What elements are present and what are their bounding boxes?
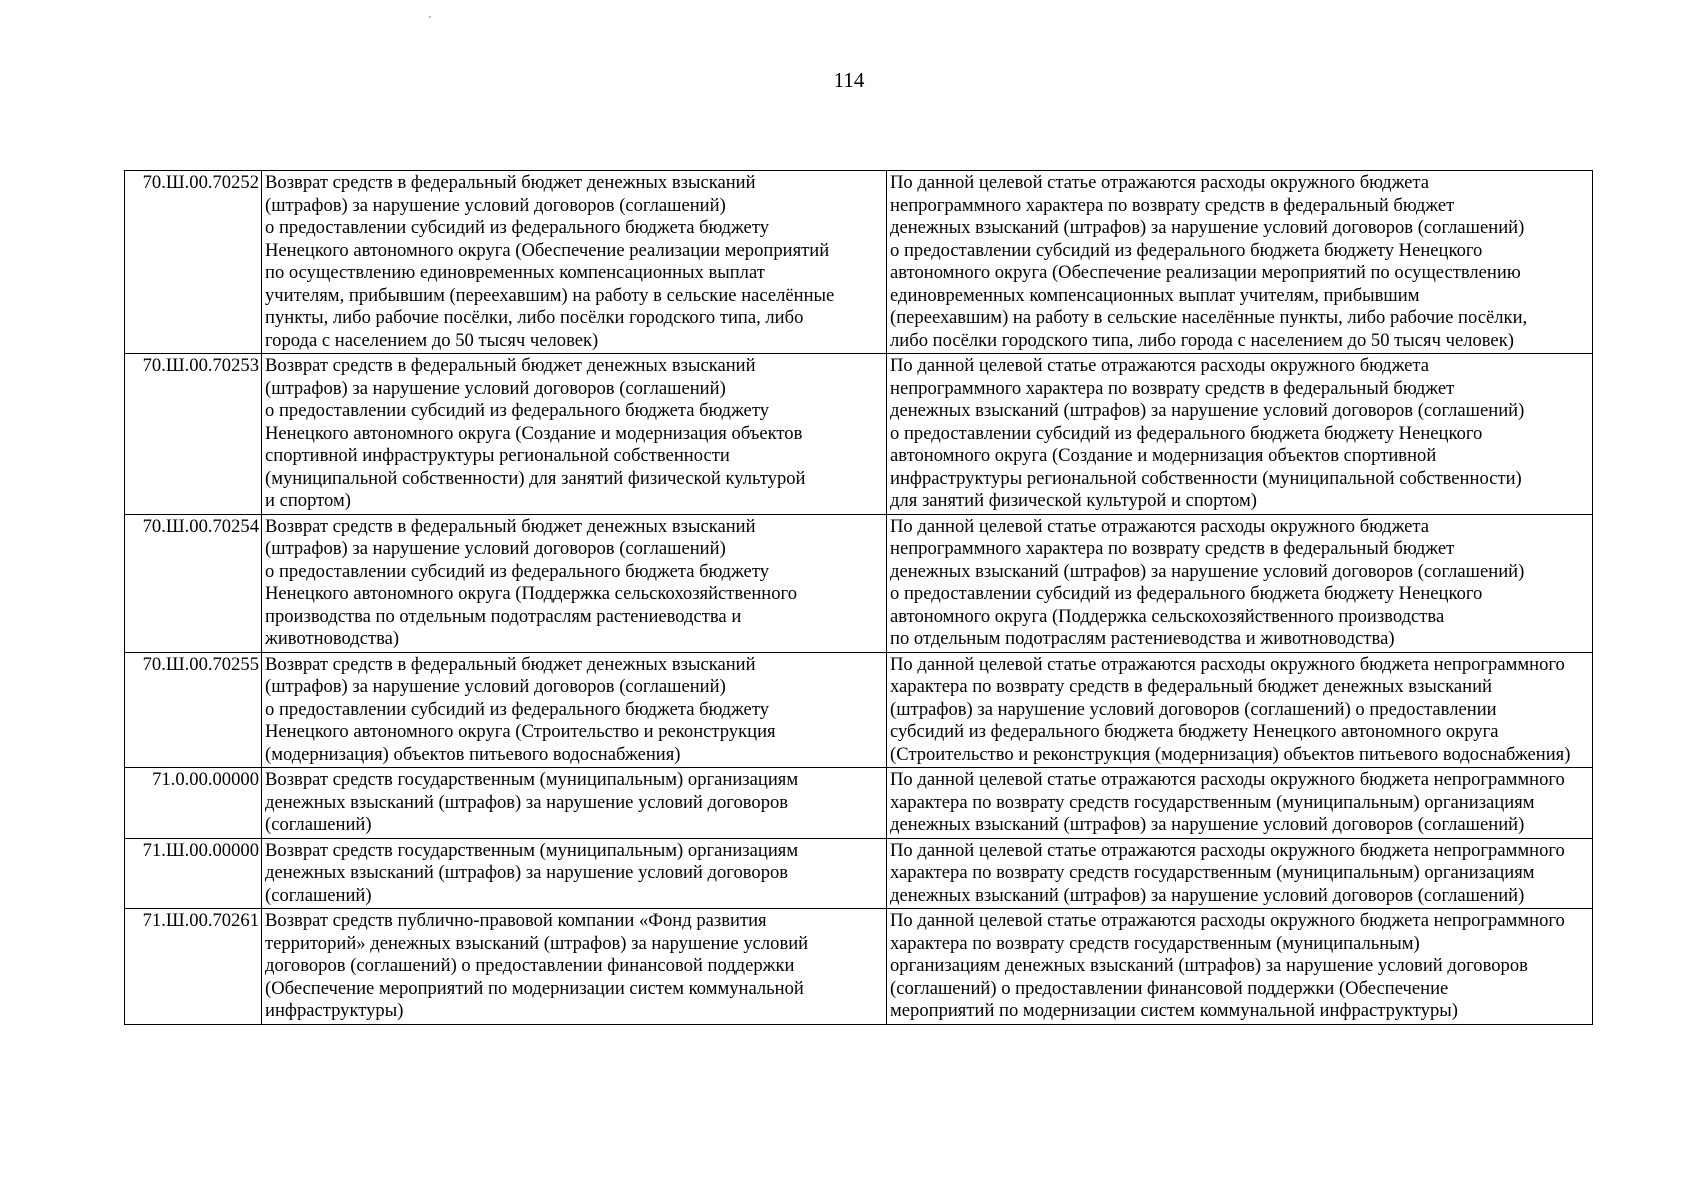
article-description-line: денежных взысканий (штрафов) за нарушение условий договоров (соглашений) [890,884,1525,906]
table-row [125,838,1593,909]
article-name [262,171,887,354]
article-description [887,514,1593,652]
article-description-line: о предоставлении субсидий из федерального бюджета бюджету Ненецкого [890,239,1483,261]
article-description [887,171,1593,354]
article-description-line: (штрафов) за нарушение условий договоров (соглашений) о предоставлении [890,698,1497,720]
article-name-line: (Обеспечение мероприятий по модернизации систем коммунальной [265,977,804,999]
article-name-line: и спортом) [265,490,351,511]
article-description-line: о предоставлении субсидий из федерального бюджета бюджету Ненецкого [890,583,1483,604]
article-name-line: (муниципальной собственности) для занятий физической культурой [265,467,806,489]
article-name-line: (штрафов) за нарушение условий договоров (соглашений) [265,377,726,399]
article-name [262,768,887,839]
article-description [887,838,1593,909]
page-number: 114 [833,68,865,92]
article-code: 71.0.00.00000 [125,768,262,839]
article-description-line: (Строительство и реконструкция (модернизация) объектов питьевого водоснабжения) [890,743,1571,765]
article-name-line: Возврат средств в федеральный бюджет денежных взысканий [265,172,756,193]
article-description-line: непрограммного характера по возврату средств в федеральный бюджет [890,538,1455,559]
article-name-line: (штрафов) за нарушение условий договоров (соглашений) [265,676,726,697]
article-description-line: денежных взысканий (штрафов) за нарушение условий договоров (соглашений) [890,217,1525,238]
article-name-line: Возврат средств в федеральный бюджет денежных взысканий [265,515,756,537]
article-name [262,838,887,909]
article-name-line: Ненецкого автономного округа (Обеспечение реализации мероприятий [265,239,830,261]
article-name-line: территорий» денежных взысканий (штрафов) за нарушение условий [265,932,809,954]
article-description-line: организациям денежных взысканий (штрафов) за нарушение условий договоров [890,955,1528,976]
table-row [125,171,1593,354]
article-description [887,354,1593,515]
article-description-line: для занятий физической культурой и спортом) [890,490,1257,511]
table-body [125,171,1593,1025]
article-name [262,354,887,515]
article-description-line: либо посёлки городского типа, либо города с населением до 50 тысяч человек) [890,329,1514,351]
article-code: 70.Ш.00.70252 [125,171,262,354]
article-description-line: (соглашений) о предоставлении финансовой поддержки (Обеспечение [890,977,1449,999]
article-description-line: автономного округа (Обеспечение реализации мероприятий по осуществлению [890,262,1521,283]
article-description-line: непрограммного характера по возврату средств в федеральный бюджет [890,194,1455,216]
article-name-line: (модернизация) объектов питьевого водоснабжения) [265,743,681,765]
table-row [125,652,1593,768]
article-name-line: Возврат средств государственным (муниципальным) организациям [265,839,799,861]
article-name-line: города с населением до 50 тысяч человек) [265,329,599,351]
article-code: 70.Ш.00.70254 [125,514,262,652]
article-description-line: (переехавшим) на работу в сельские населённые пункты, либо рабочие посёлки, [890,307,1528,328]
article-name-line: (штрафов) за нарушение условий договоров (соглашений) [265,194,726,216]
table-row [125,354,1593,515]
article-name-line: пункты, либо рабочие посёлки, либо посёлки городского типа, либо [265,307,804,328]
article-name-line: о предоставлении субсидий из федерального бюджета бюджету [265,560,769,582]
article-description-line: автономного округа (Создание и модернизация объектов спортивной [890,445,1437,466]
article-description-line: По данной целевой статье отражаются расходы окружного бюджета [890,355,1430,376]
article-description-line: По данной целевой статье отражаются расходы окружного бюджета непрограммного [890,769,1565,790]
article-name-line: о предоставлении субсидий из федерального бюджета бюджету [265,698,769,720]
article-name-line: Возврат средств в федеральный бюджет денежных взысканий [265,355,756,376]
article-description [887,768,1593,839]
article-code: 71.Ш.00.70261 [125,909,262,1025]
article-description-line: характера по возврату средств государственным (муниципальным) [890,932,1420,954]
article-description-line: денежных взысканий (штрафов) за нарушение условий договоров (соглашений) [890,560,1525,582]
article-description-line: автономного округа (Поддержка сельскохозяйственного производства [890,605,1445,627]
article-description-line: денежных взысканий (штрафов) за нарушение условий договоров (соглашений) [890,814,1525,835]
article-name-line: Возврат средств в федеральный бюджет денежных взысканий [265,653,756,675]
article-code: 70.Ш.00.70255 [125,652,262,768]
article-name-line: о предоставлении субсидий из федерального бюджета бюджету [265,217,769,238]
article-name-line: Возврат средств публично-правовой компании «Фонд развития [265,910,767,931]
article-description [887,652,1593,768]
article-name-line: договоров (соглашений) о предоставлении финансовой поддержки [265,955,795,976]
article-description-line: непрограммного характера по возврату средств в федеральный бюджет [890,377,1455,399]
article-name-line: животноводства) [265,628,400,649]
article-name-line: Ненецкого автономного округа (Строительство и реконструкция [265,721,776,742]
article-name-line: (штрафов) за нарушение условий договоров (соглашений) [265,538,726,559]
article-description-line: По данной целевой статье отражаются расходы окружного бюджета непрограммного [890,653,1565,675]
article-name-line: производства по отдельным подотраслям растениеводства и [265,605,742,627]
table-row [125,909,1593,1025]
article-name-line: денежных взысканий (штрафов) за нарушение условий договоров [265,791,789,813]
article-code: 71.Ш.00.00000 [125,838,262,909]
article-description-line: характера по возврату средств государственным (муниципальным) организациям [890,862,1535,883]
article-description-line: По данной целевой статье отражаются расходы окружного бюджета [890,515,1430,537]
article-name-line: по осуществлению единовременных компенсационных выплат [265,262,765,283]
article-name-line: спортивной инфраструктуры региональной собственности [265,445,730,466]
scan-dust-mark [429,16,431,18]
table-row [125,514,1593,652]
article-description-line: инфраструктуры региональной собственности (муниципальной собственности) [890,467,1522,489]
article-description-line: о предоставлении субсидий из федерального бюджета бюджету Ненецкого [890,422,1483,444]
article-name-line: (соглашений) [265,884,372,906]
article-name-line: инфраструктуры) [265,1000,404,1021]
target-articles-table [124,170,1593,1025]
article-description-line: По данной целевой статье отражаются расходы окружного бюджета [890,172,1430,193]
article-name [262,652,887,768]
article-description-line: По данной целевой статье отражаются расходы окружного бюджета непрограммного [890,910,1565,931]
article-description-line: по отдельным подотраслям растениеводства и животноводства) [890,628,1395,649]
article-description-line: По данной целевой статье отражаются расходы окружного бюджета непрограммного [890,839,1565,861]
article-description-line: единовременных компенсационных выплат учителям, прибывшим [890,284,1420,306]
article-description-line: денежных взысканий (штрафов) за нарушение условий договоров (соглашений) [890,400,1525,421]
article-name-line: о предоставлении субсидий из федерального бюджета бюджету [265,400,769,421]
article-description [887,909,1593,1025]
article-name-line: Возврат средств государственным (муниципальным) организациям [265,769,799,790]
article-name-line: Ненецкого автономного округа (Создание и модернизация объектов [265,422,803,444]
article-name [262,514,887,652]
article-name-line: учителям, прибывшим (переехавшим) на работу в сельские населённые [265,284,835,306]
article-code: 70.Ш.00.70253 [125,354,262,515]
article-description-line: характера по возврату средств в федеральный бюджет денежных взысканий [890,676,1492,697]
table-row [125,768,1593,839]
article-name-line: Ненецкого автономного округа (Поддержка сельскохозяйственного [265,583,798,604]
article-name [262,909,887,1025]
article-name-line: денежных взысканий (штрафов) за нарушение условий договоров [265,862,789,883]
article-description-line: характера по возврату средств государственным (муниципальным) организациям [890,791,1535,813]
article-description-line: субсидий из федерального бюджета бюджету Ненецкого автономного округа [890,721,1499,742]
article-description-line: мероприятий по модернизации систем коммунальной инфраструктуры) [890,1000,1458,1021]
article-name-line: (соглашений) [265,814,372,835]
